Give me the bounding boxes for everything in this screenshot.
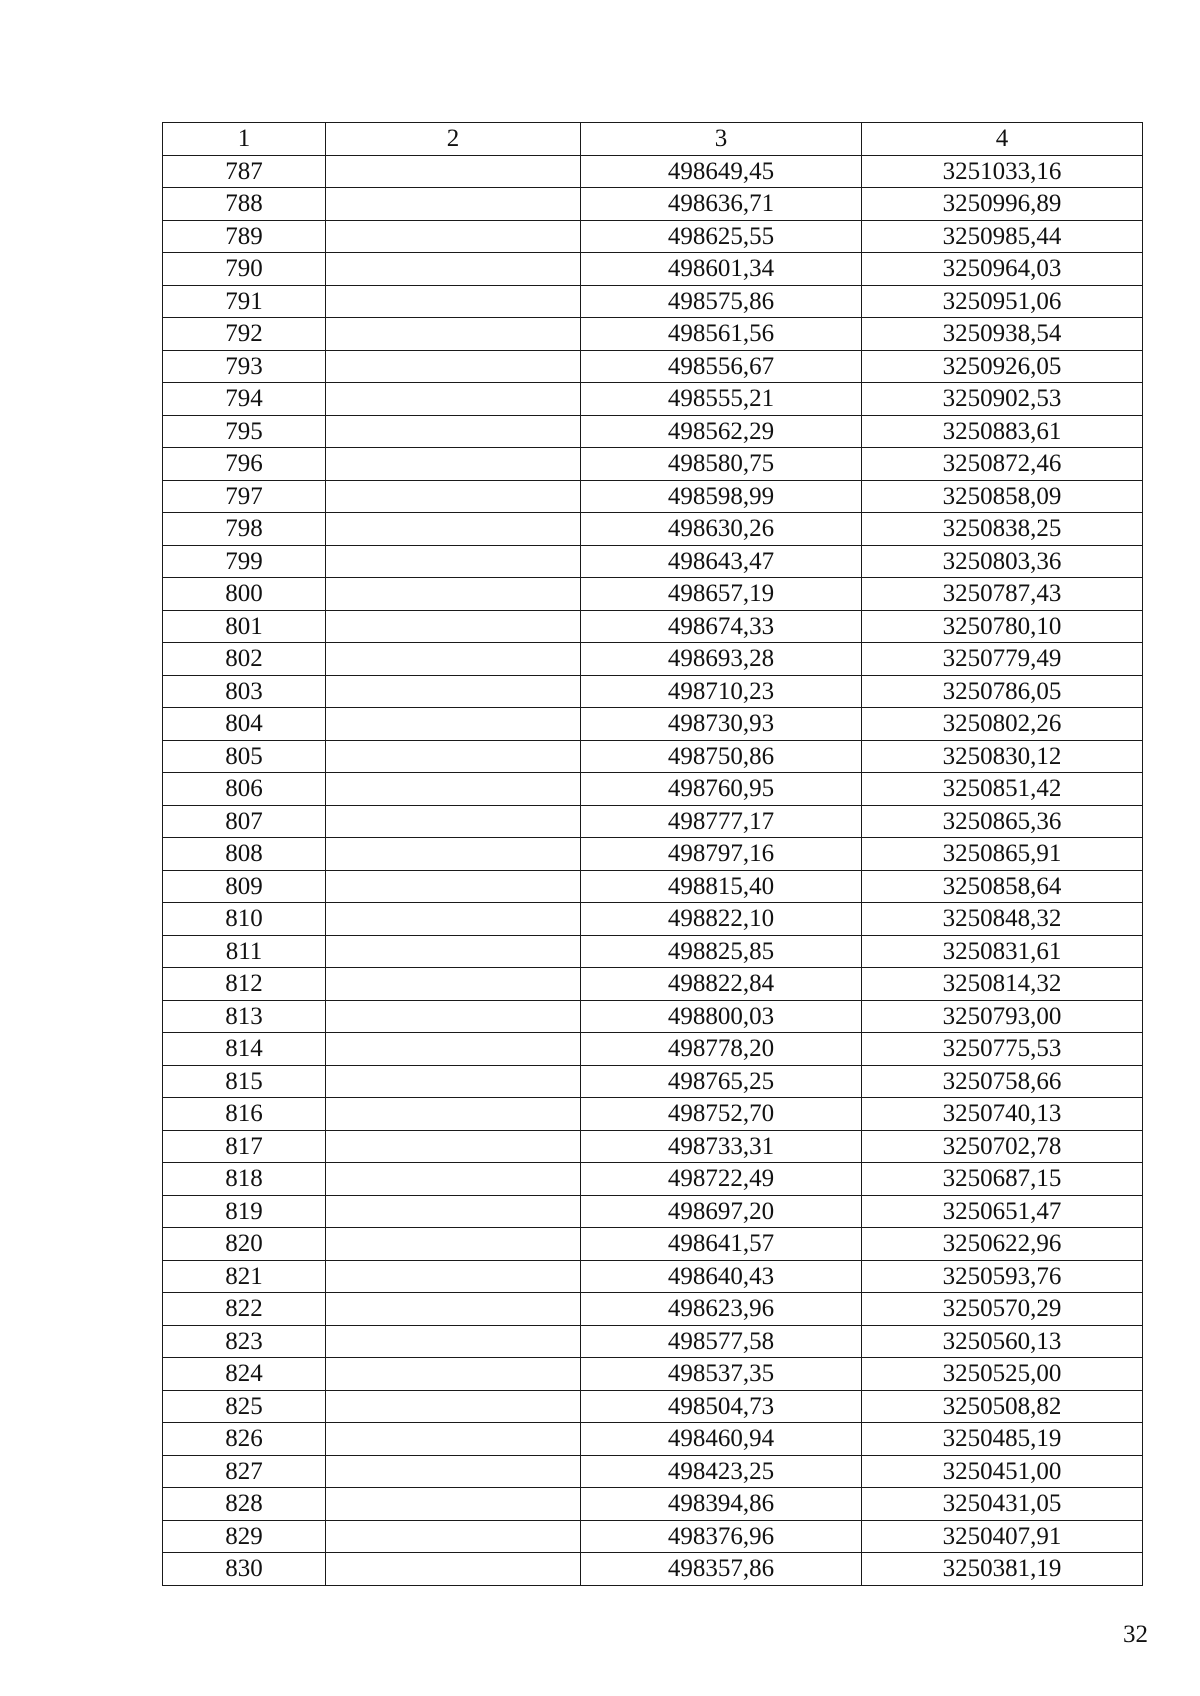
table-row bbox=[163, 513, 1143, 546]
cell-description bbox=[326, 1065, 581, 1098]
cell-col-y: 3250996,89 bbox=[862, 188, 1143, 221]
cell-col-x: 498562,29 bbox=[581, 415, 862, 448]
cell-col-x: 498760,95 bbox=[581, 773, 862, 806]
cell-description bbox=[326, 480, 581, 513]
cell-description bbox=[326, 1130, 581, 1163]
cell-col-y: 3250651,47 bbox=[862, 1195, 1143, 1228]
cell-col-x: 498643,47 bbox=[581, 545, 862, 578]
cell-description bbox=[326, 1325, 581, 1358]
cell-point-number: 806 bbox=[163, 773, 326, 806]
cell-col-x: 498697,20 bbox=[581, 1195, 862, 1228]
table-row bbox=[163, 1358, 1143, 1391]
cell-description bbox=[326, 1260, 581, 1293]
cell-col-y: 3250407,91 bbox=[862, 1520, 1143, 1553]
cell-description bbox=[326, 1098, 581, 1131]
cell-col-x: 498598,99 bbox=[581, 480, 862, 513]
cell-col-y: 3250985,44 bbox=[862, 220, 1143, 253]
table-row bbox=[163, 740, 1143, 773]
table-row bbox=[163, 545, 1143, 578]
cell-point-number: 823 bbox=[163, 1325, 326, 1358]
cell-point-number: 824 bbox=[163, 1358, 326, 1391]
cell-point-number: 795 bbox=[163, 415, 326, 448]
cell-description bbox=[326, 188, 581, 221]
cell-col-x: 498630,26 bbox=[581, 513, 862, 546]
cell-point-number: 816 bbox=[163, 1098, 326, 1131]
table-row bbox=[163, 220, 1143, 253]
table-row bbox=[163, 838, 1143, 871]
table-row bbox=[163, 675, 1143, 708]
cell-point-number: 810 bbox=[163, 903, 326, 936]
table-row bbox=[163, 415, 1143, 448]
cell-col-x: 498376,96 bbox=[581, 1520, 862, 1553]
table-row bbox=[163, 285, 1143, 318]
cell-col-x: 498777,17 bbox=[581, 805, 862, 838]
cell-point-number: 809 bbox=[163, 870, 326, 903]
cell-description bbox=[326, 318, 581, 351]
table-row bbox=[163, 1130, 1143, 1163]
table-row bbox=[163, 318, 1143, 351]
table-row bbox=[163, 1228, 1143, 1261]
cell-col-y: 3250593,76 bbox=[862, 1260, 1143, 1293]
table-body bbox=[163, 155, 1143, 1585]
cell-col-y: 3250570,29 bbox=[862, 1293, 1143, 1326]
cell-col-y: 3250872,46 bbox=[862, 448, 1143, 481]
cell-col-y: 3250508,82 bbox=[862, 1390, 1143, 1423]
cell-col-y: 3250787,43 bbox=[862, 578, 1143, 611]
cell-point-number: 807 bbox=[163, 805, 326, 838]
page-number: 32 bbox=[1123, 1621, 1148, 1648]
cell-col-x: 498657,19 bbox=[581, 578, 862, 611]
cell-col-x: 498640,43 bbox=[581, 1260, 862, 1293]
cell-col-y: 3250803,36 bbox=[862, 545, 1143, 578]
cell-description bbox=[326, 1195, 581, 1228]
cell-col-y: 3250926,05 bbox=[862, 350, 1143, 383]
cell-col-x: 498822,10 bbox=[581, 903, 862, 936]
cell-col-x: 498674,33 bbox=[581, 610, 862, 643]
table-row bbox=[163, 1065, 1143, 1098]
cell-col-y: 3250802,26 bbox=[862, 708, 1143, 741]
cell-description bbox=[326, 968, 581, 1001]
cell-point-number: 805 bbox=[163, 740, 326, 773]
cell-description bbox=[326, 773, 581, 806]
cell-col-x: 498710,23 bbox=[581, 675, 862, 708]
table-row bbox=[163, 870, 1143, 903]
cell-description bbox=[326, 903, 581, 936]
cell-point-number: 787 bbox=[163, 155, 326, 188]
cell-point-number: 829 bbox=[163, 1520, 326, 1553]
table-row bbox=[163, 1098, 1143, 1131]
cell-col-y: 3250938,54 bbox=[862, 318, 1143, 351]
table-row bbox=[163, 1325, 1143, 1358]
cell-point-number: 789 bbox=[163, 220, 326, 253]
cell-description bbox=[326, 1488, 581, 1521]
cell-description bbox=[326, 448, 581, 481]
header-col-2: 2 bbox=[326, 123, 581, 156]
cell-description bbox=[326, 1293, 581, 1326]
cell-description bbox=[326, 253, 581, 286]
table-row bbox=[163, 350, 1143, 383]
cell-point-number: 793 bbox=[163, 350, 326, 383]
cell-col-y: 3250951,06 bbox=[862, 285, 1143, 318]
cell-col-x: 498561,56 bbox=[581, 318, 862, 351]
cell-col-x: 498556,67 bbox=[581, 350, 862, 383]
cell-point-number: 791 bbox=[163, 285, 326, 318]
cell-point-number: 797 bbox=[163, 480, 326, 513]
cell-point-number: 817 bbox=[163, 1130, 326, 1163]
cell-description bbox=[326, 708, 581, 741]
table-row bbox=[163, 1195, 1143, 1228]
table-row bbox=[163, 1000, 1143, 1033]
cell-col-x: 498752,70 bbox=[581, 1098, 862, 1131]
cell-point-number: 820 bbox=[163, 1228, 326, 1261]
cell-point-number: 811 bbox=[163, 935, 326, 968]
cell-point-number: 818 bbox=[163, 1163, 326, 1196]
cell-col-x: 498797,16 bbox=[581, 838, 862, 871]
table-row bbox=[163, 1163, 1143, 1196]
cell-col-x: 498825,85 bbox=[581, 935, 862, 968]
cell-col-x: 498800,03 bbox=[581, 1000, 862, 1033]
cell-description bbox=[326, 1553, 581, 1586]
cell-col-y: 3250381,19 bbox=[862, 1553, 1143, 1586]
cell-col-x: 498357,86 bbox=[581, 1553, 862, 1586]
cell-point-number: 802 bbox=[163, 643, 326, 676]
cell-description bbox=[326, 610, 581, 643]
cell-point-number: 827 bbox=[163, 1455, 326, 1488]
cell-col-x: 498815,40 bbox=[581, 870, 862, 903]
table-row bbox=[163, 1260, 1143, 1293]
cell-description bbox=[326, 1163, 581, 1196]
table-row bbox=[163, 1488, 1143, 1521]
cell-point-number: 796 bbox=[163, 448, 326, 481]
cell-point-number: 798 bbox=[163, 513, 326, 546]
cell-col-y: 3250831,61 bbox=[862, 935, 1143, 968]
table-row bbox=[163, 610, 1143, 643]
cell-point-number: 822 bbox=[163, 1293, 326, 1326]
cell-point-number: 808 bbox=[163, 838, 326, 871]
table-row bbox=[163, 188, 1143, 221]
cell-point-number: 830 bbox=[163, 1553, 326, 1586]
cell-description bbox=[326, 935, 581, 968]
cell-col-x: 498693,28 bbox=[581, 643, 862, 676]
table-row bbox=[163, 155, 1143, 188]
cell-point-number: 800 bbox=[163, 578, 326, 611]
cell-point-number: 788 bbox=[163, 188, 326, 221]
cell-col-x: 498577,58 bbox=[581, 1325, 862, 1358]
cell-col-y: 3250560,13 bbox=[862, 1325, 1143, 1358]
cell-description bbox=[326, 870, 581, 903]
cell-point-number: 815 bbox=[163, 1065, 326, 1098]
cell-description bbox=[326, 1390, 581, 1423]
table-row bbox=[163, 1423, 1143, 1456]
cell-col-y: 3250830,12 bbox=[862, 740, 1143, 773]
cell-point-number: 812 bbox=[163, 968, 326, 1001]
table-row bbox=[163, 1553, 1143, 1586]
table-row bbox=[163, 448, 1143, 481]
cell-col-y: 3250687,15 bbox=[862, 1163, 1143, 1196]
table-row bbox=[163, 1033, 1143, 1066]
cell-col-y: 3250964,03 bbox=[862, 253, 1143, 286]
cell-description bbox=[326, 1520, 581, 1553]
cell-point-number: 826 bbox=[163, 1423, 326, 1456]
cell-col-y: 3250858,64 bbox=[862, 870, 1143, 903]
cell-description bbox=[326, 155, 581, 188]
cell-col-x: 498623,96 bbox=[581, 1293, 862, 1326]
table-row bbox=[163, 1293, 1143, 1326]
cell-col-x: 498822,84 bbox=[581, 968, 862, 1001]
cell-col-x: 498625,55 bbox=[581, 220, 862, 253]
cell-col-x: 498765,25 bbox=[581, 1065, 862, 1098]
header-row bbox=[163, 123, 1143, 156]
cell-description bbox=[326, 838, 581, 871]
table-row bbox=[163, 968, 1143, 1001]
cell-description bbox=[326, 578, 581, 611]
cell-col-y: 3250451,00 bbox=[862, 1455, 1143, 1488]
cell-col-y: 3250848,32 bbox=[862, 903, 1143, 936]
cell-col-y: 3250814,32 bbox=[862, 968, 1143, 1001]
cell-description bbox=[326, 740, 581, 773]
cell-description bbox=[326, 1033, 581, 1066]
cell-description bbox=[326, 643, 581, 676]
cell-point-number: 813 bbox=[163, 1000, 326, 1033]
cell-col-x: 498537,35 bbox=[581, 1358, 862, 1391]
coordinates-table bbox=[162, 122, 1143, 1586]
cell-point-number: 803 bbox=[163, 675, 326, 708]
cell-description bbox=[326, 675, 581, 708]
cell-col-x: 498394,86 bbox=[581, 1488, 862, 1521]
cell-col-y: 3250858,09 bbox=[862, 480, 1143, 513]
cell-col-x: 498778,20 bbox=[581, 1033, 862, 1066]
cell-point-number: 792 bbox=[163, 318, 326, 351]
table-row bbox=[163, 480, 1143, 513]
cell-col-x: 498504,73 bbox=[581, 1390, 862, 1423]
cell-col-y: 3250786,05 bbox=[862, 675, 1143, 708]
cell-col-y: 3250702,78 bbox=[862, 1130, 1143, 1163]
cell-col-x: 498722,49 bbox=[581, 1163, 862, 1196]
cell-point-number: 799 bbox=[163, 545, 326, 578]
cell-point-number: 821 bbox=[163, 1260, 326, 1293]
cell-description bbox=[326, 1000, 581, 1033]
table-header bbox=[163, 123, 1143, 156]
cell-col-x: 498733,31 bbox=[581, 1130, 862, 1163]
cell-col-x: 498636,71 bbox=[581, 188, 862, 221]
cell-col-y: 3250838,25 bbox=[862, 513, 1143, 546]
table-row bbox=[163, 383, 1143, 416]
cell-col-x: 498601,34 bbox=[581, 253, 862, 286]
cell-point-number: 801 bbox=[163, 610, 326, 643]
table-row bbox=[163, 1390, 1143, 1423]
cell-description bbox=[326, 1228, 581, 1261]
header-col-1: 1 bbox=[163, 123, 326, 156]
cell-col-x: 498575,86 bbox=[581, 285, 862, 318]
header-col-3: 3 bbox=[581, 123, 862, 156]
cell-col-y: 3250431,05 bbox=[862, 1488, 1143, 1521]
cell-col-x: 498649,45 bbox=[581, 155, 862, 188]
cell-col-y: 3250740,13 bbox=[862, 1098, 1143, 1131]
table-row bbox=[163, 1520, 1143, 1553]
cell-description bbox=[326, 805, 581, 838]
table-row bbox=[163, 253, 1143, 286]
cell-col-y: 3250779,49 bbox=[862, 643, 1143, 676]
cell-point-number: 790 bbox=[163, 253, 326, 286]
header-col-4: 4 bbox=[862, 123, 1143, 156]
cell-col-y: 3250793,00 bbox=[862, 1000, 1143, 1033]
cell-col-y: 3250485,19 bbox=[862, 1423, 1143, 1456]
cell-col-y: 3250865,91 bbox=[862, 838, 1143, 871]
cell-col-y: 3250865,36 bbox=[862, 805, 1143, 838]
cell-point-number: 794 bbox=[163, 383, 326, 416]
cell-point-number: 814 bbox=[163, 1033, 326, 1066]
cell-col-x: 498555,21 bbox=[581, 383, 862, 416]
cell-col-y: 3251033,16 bbox=[862, 155, 1143, 188]
table-row bbox=[163, 643, 1143, 676]
cell-col-x: 498580,75 bbox=[581, 448, 862, 481]
cell-description bbox=[326, 1423, 581, 1456]
table-row bbox=[163, 1455, 1143, 1488]
cell-col-y: 3250622,96 bbox=[862, 1228, 1143, 1261]
cell-col-y: 3250780,10 bbox=[862, 610, 1143, 643]
cell-point-number: 825 bbox=[163, 1390, 326, 1423]
table-row bbox=[163, 935, 1143, 968]
cell-col-x: 498423,25 bbox=[581, 1455, 862, 1488]
cell-description bbox=[326, 220, 581, 253]
cell-col-x: 498460,94 bbox=[581, 1423, 862, 1456]
cell-point-number: 804 bbox=[163, 708, 326, 741]
cell-col-y: 3250883,61 bbox=[862, 415, 1143, 448]
cell-point-number: 819 bbox=[163, 1195, 326, 1228]
cell-description bbox=[326, 545, 581, 578]
cell-col-x: 498730,93 bbox=[581, 708, 862, 741]
cell-description bbox=[326, 513, 581, 546]
cell-description bbox=[326, 1455, 581, 1488]
cell-description bbox=[326, 383, 581, 416]
cell-col-y: 3250902,53 bbox=[862, 383, 1143, 416]
cell-description bbox=[326, 1358, 581, 1391]
cell-description bbox=[326, 285, 581, 318]
cell-description bbox=[326, 415, 581, 448]
table-row bbox=[163, 773, 1143, 806]
table-row bbox=[163, 805, 1143, 838]
cell-description bbox=[326, 350, 581, 383]
cell-col-y: 3250758,66 bbox=[862, 1065, 1143, 1098]
cell-point-number: 828 bbox=[163, 1488, 326, 1521]
cell-col-y: 3250851,42 bbox=[862, 773, 1143, 806]
cell-col-x: 498750,86 bbox=[581, 740, 862, 773]
cell-col-y: 3250525,00 bbox=[862, 1358, 1143, 1391]
table-row bbox=[163, 578, 1143, 611]
cell-col-x: 498641,57 bbox=[581, 1228, 862, 1261]
table-row bbox=[163, 903, 1143, 936]
cell-col-y: 3250775,53 bbox=[862, 1033, 1143, 1066]
table-row bbox=[163, 708, 1143, 741]
